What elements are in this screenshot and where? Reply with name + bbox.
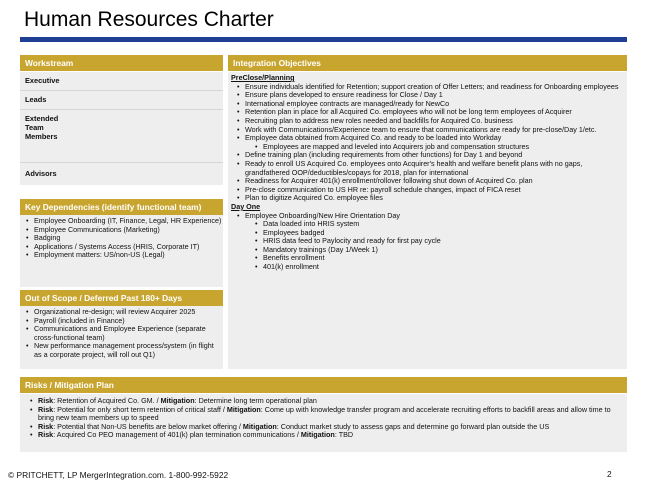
workstream-header: Workstream (20, 55, 223, 71)
workstream-extended-team-label: Extended Team Members (25, 114, 59, 142)
risk-label: Risk (38, 396, 54, 405)
list-item-text: Work with Communications/Experience team to ensure that communications are ready for pre-close/Day 1/etc. (245, 124, 597, 134)
mitigation-text: : Come up with knowledge transfer program and accelerate recruiting efforts to backfill areas and allow time to bring new team members up to speed (38, 404, 611, 423)
list-item: • Employee Communications (Marketing) (34, 226, 223, 235)
list-item-text: Employee Onboarding/New Hire Orientation Day (245, 210, 401, 220)
out-of-scope-panel (20, 306, 223, 369)
list-item-text: Ensure individuals identified for Retention; support creation of Offer Letters; and readiness for Onboarding employees (245, 81, 619, 91)
workstream-leads-label: Leads (25, 95, 47, 104)
workstream-panel (20, 72, 223, 185)
risk-text: : Acquired Co PEO management of 401(k) plan termination communications / (53, 430, 301, 440)
list-item-text: Readiness for Acquirer 401(k) enrollment/rollover following shut down of Acquired Co. plan (245, 176, 533, 186)
risk-label: Risk (38, 421, 54, 431)
preclose-list (231, 83, 623, 203)
key-dependencies-header: Key Dependencies (identify functional team) (20, 199, 223, 215)
risk-item (38, 406, 623, 423)
list-item-text: Plan to digitize Acquired Co. employee files (245, 193, 383, 203)
divider (20, 109, 223, 110)
mitigation-label: Mitigation (160, 396, 195, 405)
list-item: • Applications / Systems Access (HRIS, Corporate IT) (34, 243, 223, 252)
list-item-text: Ensure plans developed to ensure readiness for Close / Day 1 (245, 90, 443, 100)
list-item (245, 134, 623, 151)
sub-list-item: • Benefits enrollment (263, 254, 623, 263)
risk-text: : Retention of Acquired Co. GM. / (53, 396, 161, 405)
risk-text: : Potential for only short term retention of critical staff / (53, 404, 227, 414)
mitigation-text: : Determine long term operational plan (194, 396, 317, 405)
integration-objectives-panel (228, 72, 627, 369)
list-item: • Employment matters: US/non-US (Legal) (34, 251, 223, 260)
sub-list-item: • Employees are mapped and leveled into Acquirers job and compensation structures (263, 143, 623, 152)
out-of-scope-header: Out of Scope / Deferred Past 180+ Days (20, 290, 223, 306)
page-number: 2 (607, 469, 612, 479)
workstream-executive-label: Executive (25, 76, 60, 85)
mitigation-label: Mitigation (242, 421, 277, 431)
list-item: • Payroll (included in Finance) (34, 317, 223, 326)
list-item (245, 160, 623, 177)
risks-header: Risks / Mitigation Plan (20, 377, 627, 393)
mitigation-label: Mitigation (226, 404, 261, 414)
sub-list-item: • Data loaded into HRIS system (263, 220, 623, 229)
dayone-heading: Day One (231, 201, 261, 211)
sub-list-item: • Employees badged (263, 229, 623, 238)
sub-list-item: • 401(k) enrollment (263, 263, 623, 272)
list-item: • Badging (34, 234, 223, 243)
page-title: Human Resources Charter (24, 8, 274, 31)
list-item: • Organizational re-design; will review Acquirer 2025 (34, 308, 223, 317)
mitigation-text: : TBD (334, 430, 354, 440)
list-item-text: Recruiting plan to address new roles needed and backfills for Acquired Co. business (245, 115, 513, 125)
sub-list-item: • HRIS data feed to Paylocity and ready for first pay cycle (263, 237, 623, 246)
risks-panel (20, 394, 627, 452)
preclose-heading: PreClose/Planning (231, 73, 295, 82)
list-item: • Employee Onboarding (IT, Finance, Legal, HR Experience) (34, 217, 223, 226)
list-item: • Communications and Employee Experience (separate cross-functional team) (34, 325, 223, 342)
risks-list (24, 397, 623, 440)
divider (20, 162, 223, 163)
footer-text: © PRITCHETT, LP MergerIntegration.com. 1-800-992-5922 (8, 470, 229, 480)
sub-list (245, 220, 623, 272)
list-item (245, 194, 623, 203)
risk-item (38, 431, 623, 440)
risk-label: Risk (38, 430, 54, 440)
list-item-text: Employee data obtained from Acquired Co. and ready to be loaded into Workday (245, 133, 502, 143)
list-item-text: Pre-close communication to US HR re: payroll schedule changes, impact of FICA reset (245, 184, 521, 194)
divider (20, 90, 223, 91)
title-rule (20, 37, 627, 42)
list-item: • New performance management process/system (in flight as a corporate project, will roll out Q1) (34, 342, 223, 359)
list-item (245, 212, 623, 272)
list-item-text: Ready to enroll US Acquired Co. employees onto Acquirer's health and welfare benefit plans with no gaps, grandfathered OOP/deductibles/copays for 2018, plan for international (245, 158, 583, 177)
list-item-text: International employee contracts are managed/ready for NewCo (245, 98, 450, 108)
mitigation-label: Mitigation (300, 430, 335, 440)
list-item-text: Define training plan (including requirements from other functions) for Day 1 and beyond (245, 150, 523, 160)
risk-text: : Potential that Non-US benefits are below market offering / (53, 421, 243, 431)
workstream-advisors-label: Advisors (25, 169, 57, 178)
mitigation-text: : Conduct market study to assess gaps and determine go forward plan outside the US (276, 421, 550, 431)
key-dependencies-panel (20, 215, 223, 287)
integration-objectives-header: Integration Objectives (228, 55, 627, 71)
dayone-list (231, 212, 623, 272)
risk-label: Risk (38, 404, 54, 414)
sub-list-item: • Mandatory trainings (Day 1/Week 1) (263, 246, 623, 255)
list-item-text: Retention plan in place for all Acquired Co. employees who will not be long term employees of Acquirer (245, 107, 572, 117)
